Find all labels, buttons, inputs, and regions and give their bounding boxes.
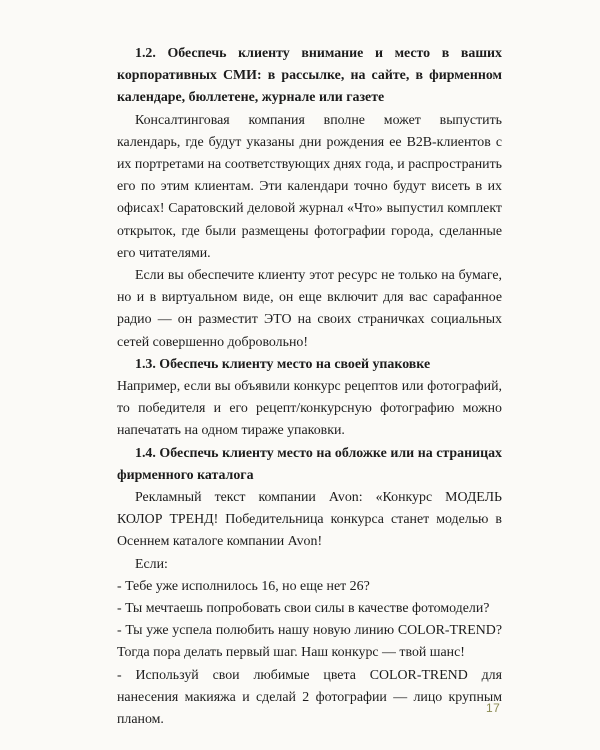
paragraph: Например, если вы объявили конкурс рецептов или фотографий, то победителя и его рецепт/конкурсную фотографию можно напечатать на одном тираже упаковки. — [117, 379, 502, 439]
page-number: 17 — [486, 701, 501, 715]
list-item: - Используй свои любимые цвета COLOR-TREND для нанесения макияжа и сделай 2 фотографии — лицо крупным планом. — [117, 667, 502, 728]
section-heading-1-2: 1.2. Обеспечь клиенту внимание и место в ваших корпоративных СМИ: в рассылке, на сайте, в фирменном календаре, бюллетене, журнале или газете — [117, 46, 502, 106]
page-body-text — [117, 43, 502, 731]
section-heading-1-3: 1.3. Обеспечь клиенту место на своей упаковке — [135, 356, 431, 372]
paragraph: Консалтинговая компания вполне может выпустить календарь, где будут указаны дни рождения ее B2B-клиентов с их портретами на соответствующих днях года, и распространить его по этим клиентам. Эти календари точно будут висеть в их офисах! Саратовский деловой журнал «Что» выпустил комплект открыток, где были размещены фотографии города, сделанные его читателями. — [117, 112, 502, 261]
section-heading-1-4: 1.4. Обеспечь клиенту место на обложке или на страницах фирменного каталога — [117, 445, 502, 483]
list-item: - Ты мечтаешь попробовать свои силы в качестве фотомодели? — [117, 601, 490, 617]
list-item: - Тебе уже исполнилось 16, но еще нет 26? — [117, 578, 370, 594]
paragraph: Рекламный текст компании Avon: «Конкурс МОДЕЛЬ КОЛОР ТРЕНД! Победительница конкурса станет моделью в Осеннем каталоге компании Avon! — [117, 490, 502, 550]
paragraph: Если: — [135, 556, 168, 572]
paragraph: Если вы обеспечите клиенту этот ресурс не только на бумаге, но и в виртуальном виде, он еще включит для вас сарафанное радио — он разместит ЭТО на своих страничках социальных сетей совершенно добровольно! — [117, 268, 502, 350]
list-item: - Ты уже успела полюбить нашу новую линию COLOR-TREND? Тогда пора делать первый шаг. Наш конкурс — твой шанс! — [117, 623, 502, 661]
